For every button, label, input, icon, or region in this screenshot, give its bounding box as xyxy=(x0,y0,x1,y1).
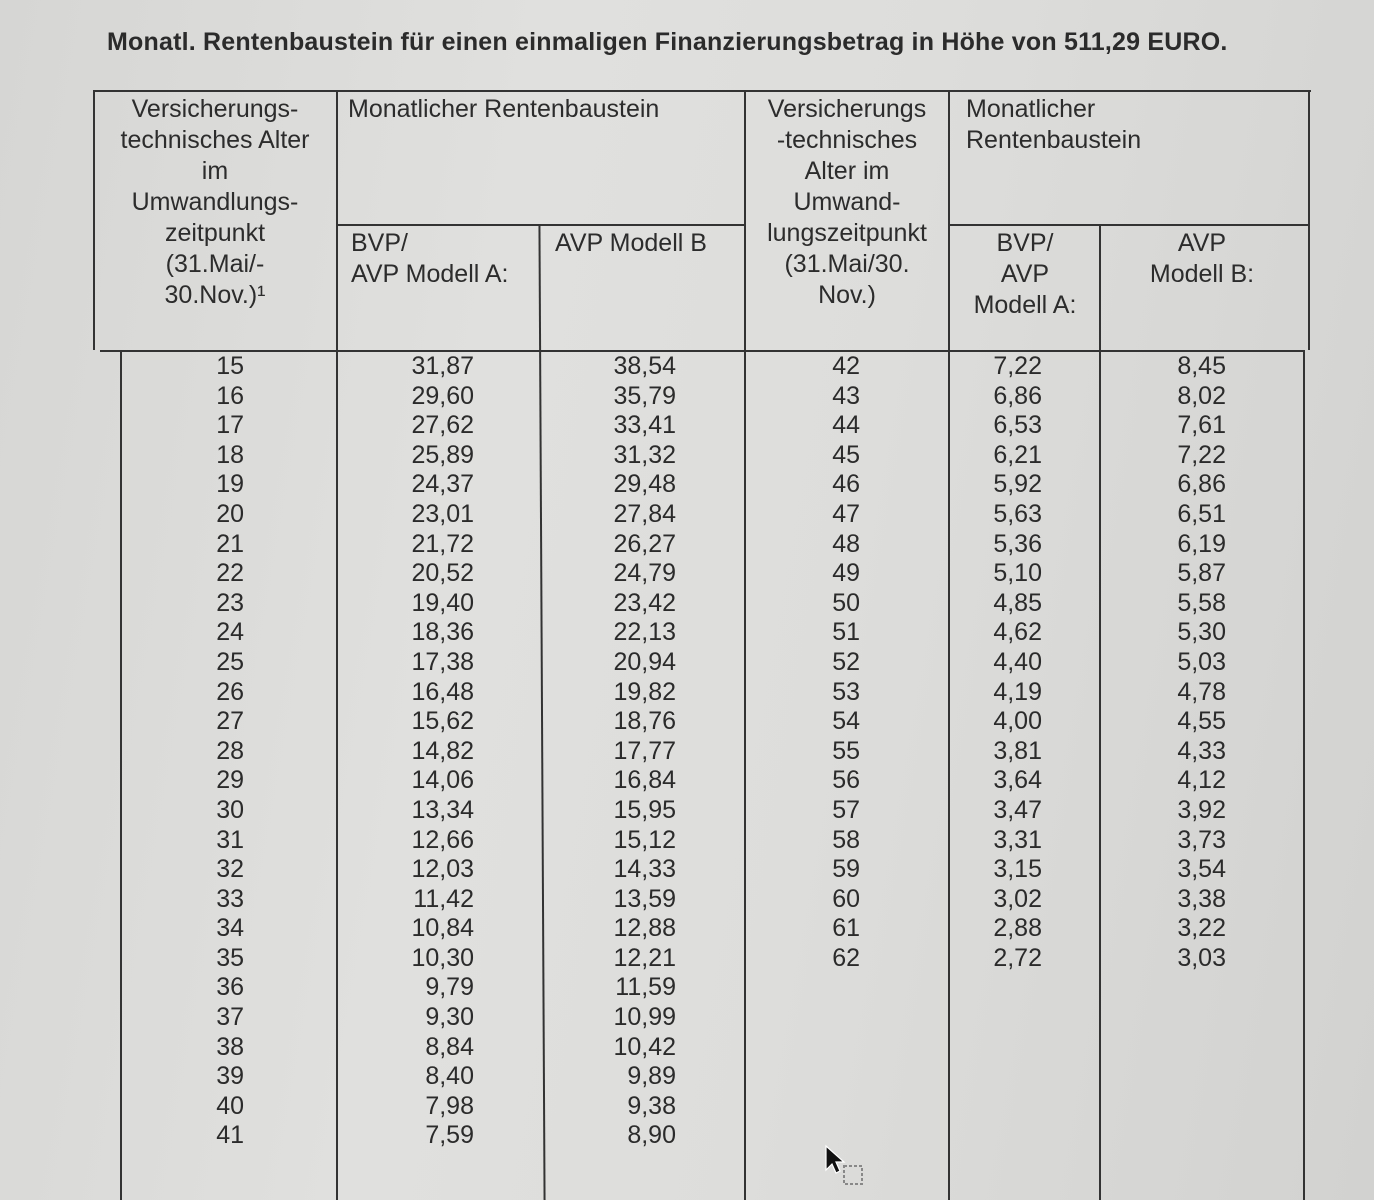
table-cell-age: 43 xyxy=(832,381,860,410)
table-cell-model-a: 4,62 xyxy=(993,618,1042,647)
table-cell-model-b: 15,95 xyxy=(613,795,676,824)
table-cell-model-a: 5,36 xyxy=(993,529,1042,558)
table-cell-age: 28 xyxy=(216,736,244,765)
table-cell-model-b: 18,76 xyxy=(613,707,676,736)
table-cell-model-a: 27,62 xyxy=(411,411,474,440)
column-model-b-right xyxy=(1158,352,1226,973)
header-age-left xyxy=(100,94,330,311)
header-age-left-line: technisches Alter xyxy=(120,126,310,154)
column-model-a-left xyxy=(390,352,474,1151)
table-cell-model-b: 3,54 xyxy=(1177,855,1226,884)
table-cell-age: 33 xyxy=(216,884,244,913)
table-cell-model-b: 6,51 xyxy=(1177,499,1226,528)
table-cell-age: 38 xyxy=(216,1032,244,1061)
table-cell-age: 40 xyxy=(216,1091,244,1120)
table-cell-model-b: 3,38 xyxy=(1177,884,1226,913)
table-cell-age: 59 xyxy=(832,855,860,884)
header-age-right-line: lungszeitpunkt xyxy=(767,219,927,247)
table-left-border-lower xyxy=(120,350,122,1200)
table-cell-model-b: 9,89 xyxy=(627,1062,676,1091)
table-cell-age: 35 xyxy=(216,943,244,972)
table-cell-model-a: 13,34 xyxy=(411,795,474,824)
table-cell-model-b: 10,99 xyxy=(613,1003,676,1032)
table-cell-model-b: 7,61 xyxy=(1177,411,1226,440)
header-monthly-left: Monatlicher Rentenbaustein xyxy=(348,95,660,123)
table-cell-age: 37 xyxy=(216,1003,244,1032)
table-left-border xyxy=(93,90,95,350)
table-cell-model-b: 6,86 xyxy=(1177,470,1226,499)
table-cell-model-a: 14,82 xyxy=(411,736,474,765)
table-cell-model-a: 4,19 xyxy=(993,677,1042,706)
table-cell-model-b: 27,84 xyxy=(613,499,676,528)
column-model-b-left xyxy=(592,352,676,1151)
table-cell-model-a: 19,40 xyxy=(411,588,474,617)
header-model-a-right xyxy=(950,228,1100,321)
table-cell-age: 57 xyxy=(832,795,860,824)
table-cell-age: 27 xyxy=(216,707,244,736)
table-cell-model-a: 4,40 xyxy=(993,647,1042,676)
table-cell-age: 52 xyxy=(832,647,860,676)
table-cell-model-a: 29,60 xyxy=(411,381,474,410)
col-divider-3 xyxy=(744,90,746,1200)
header-age-left-faded-line: zeitpunkt xyxy=(164,219,266,247)
table-cell-model-a: 7,59 xyxy=(425,1121,474,1150)
header-monthly-right-line: Monatlicher xyxy=(966,95,1096,123)
table-cell-model-b: 5,30 xyxy=(1177,618,1226,647)
table-cell-model-a: 3,15 xyxy=(993,855,1042,884)
table-cell-model-b: 5,03 xyxy=(1177,647,1226,676)
table-cell-model-a: 15,62 xyxy=(411,707,474,736)
header-model-b-right xyxy=(1102,228,1302,290)
table-cell-model-b: 9,38 xyxy=(627,1091,676,1120)
table-cell-age: 17 xyxy=(216,411,244,440)
table-cell-age: 55 xyxy=(832,736,860,765)
table-cell-model-a: 6,86 xyxy=(993,381,1042,410)
table-top-border xyxy=(93,90,1311,92)
table-cell-model-b: 7,22 xyxy=(1177,440,1226,469)
table-right-border xyxy=(1308,90,1310,350)
table-cell-age: 60 xyxy=(832,884,860,913)
table-cell-age: 30 xyxy=(216,795,244,824)
table-cell-model-b: 10,42 xyxy=(613,1032,676,1061)
table-cell-age: 45 xyxy=(832,440,860,469)
table-cell-model-b: 13,59 xyxy=(613,884,676,913)
table-cell-model-b: 4,55 xyxy=(1177,707,1226,736)
table-cell-age: 25 xyxy=(216,647,244,676)
table-cell-model-b: 14,33 xyxy=(613,855,676,884)
table-cell-model-b: 31,32 xyxy=(613,440,676,469)
table-cell-model-a: 7,98 xyxy=(425,1091,474,1120)
header-age-right-line: (31.Mai/30. xyxy=(784,250,910,278)
table-cell-age: 56 xyxy=(832,766,860,795)
table-cell-model-a: 3,47 xyxy=(993,795,1042,824)
table-cell-model-a: 8,40 xyxy=(425,1062,474,1091)
header-model-a-right-line: AVP xyxy=(1000,260,1050,288)
table-cell-model-a: 16,48 xyxy=(411,677,474,706)
table-cell-age: 26 xyxy=(216,677,244,706)
col-divider-5 xyxy=(1099,224,1101,1200)
table-cell-model-b: 16,84 xyxy=(613,766,676,795)
column-model-a-right xyxy=(980,352,1042,973)
table-cell-age: 20 xyxy=(216,499,244,528)
table-cell-model-b: 5,87 xyxy=(1177,559,1226,588)
table-cell-age: 15 xyxy=(216,352,244,380)
table-cell-age: 44 xyxy=(832,411,860,440)
table-cell-model-b: 26,27 xyxy=(613,529,676,558)
table-cell-model-a: 2,72 xyxy=(993,943,1042,972)
table-cell-age: 51 xyxy=(832,618,860,647)
table-cell-age: 42 xyxy=(832,352,860,380)
table-cell-model-a: 12,66 xyxy=(411,825,474,854)
table-cell-age: 53 xyxy=(832,677,860,706)
header-age-right-line: Versicherungs xyxy=(767,95,927,123)
header-age-right-line: Umwand- xyxy=(793,188,901,216)
header-age-left-line: im xyxy=(201,157,229,185)
table-cell-model-b: 11,59 xyxy=(615,973,676,1002)
table-cell-model-b: 8,02 xyxy=(1177,381,1226,410)
table-cell-age: 50 xyxy=(832,588,860,617)
table-cell-age: 48 xyxy=(832,529,860,558)
table-cell-model-a: 10,30 xyxy=(411,943,474,972)
header-age-right-line: -technisches xyxy=(776,126,918,154)
table-cell-age: 18 xyxy=(216,440,244,469)
table-cell-model-a: 25,89 xyxy=(411,440,474,469)
table-cell-model-a: 3,31 xyxy=(993,825,1042,854)
table-cell-model-a: 12,03 xyxy=(411,855,474,884)
table-cell-model-b: 12,88 xyxy=(613,914,676,943)
table-cell-model-b: 22,13 xyxy=(613,618,676,647)
table-cell-age: 32 xyxy=(216,855,244,884)
table-cell-model-a: 8,84 xyxy=(425,1032,474,1061)
table-cell-model-a: 17,38 xyxy=(411,647,474,676)
table-cell-model-b: 23,42 xyxy=(613,588,676,617)
header-model-b-left: AVP Modell B xyxy=(555,229,707,257)
table-cell-model-b: 38,54 xyxy=(613,352,676,380)
table-cell-model-b: 17,77 xyxy=(613,736,676,765)
header-model-a-left-line: AVP Modell A: xyxy=(351,260,509,288)
table-cell-age: 34 xyxy=(216,914,244,943)
table-cell-model-a: 23,01 xyxy=(411,499,474,528)
page-title: Monatl. Rentenbaustein für einen einmaligen Finanzierungsbetrag in Höhe von 511,29 EURO. xyxy=(107,28,1228,56)
table-cell-model-a: 6,21 xyxy=(993,440,1042,469)
col-divider-2 xyxy=(538,224,545,1200)
header-age-left-line: Umwandlungs- xyxy=(131,188,299,216)
header-model-a-left-line: BVP/ xyxy=(351,229,408,257)
table-cell-model-a: 18,36 xyxy=(411,618,474,647)
table-cell-model-a: 24,37 xyxy=(411,470,474,499)
table-cell-age: 16 xyxy=(216,381,244,410)
table-cell-model-a: 31,87 xyxy=(411,352,474,380)
header-model-a-left xyxy=(351,228,509,290)
table-cell-model-b: 8,90 xyxy=(627,1121,676,1150)
table-cell-model-b: 5,58 xyxy=(1177,588,1226,617)
table-cell-age: 21 xyxy=(216,529,244,558)
table-cell-model-a: 20,52 xyxy=(411,559,474,588)
table-cell-model-b: 4,33 xyxy=(1177,736,1226,765)
header-model-b-right-line: Modell B: xyxy=(1149,260,1255,288)
table-cell-age: 24 xyxy=(216,618,244,647)
header-age-left-faded-line: (31.Mai/- xyxy=(165,250,265,278)
table-cell-model-b: 3,03 xyxy=(1177,943,1226,972)
table-cell-age: 61 xyxy=(832,914,860,943)
table-cell-age: 41 xyxy=(216,1121,244,1150)
table-cell-model-a: 4,85 xyxy=(993,588,1042,617)
table-cell-age: 36 xyxy=(216,973,244,1002)
table-cell-model-a: 3,81 xyxy=(993,736,1042,765)
table-cell-model-a: 11,42 xyxy=(413,884,474,913)
table-cell-model-b: 4,78 xyxy=(1177,677,1226,706)
table-cell-model-a: 21,72 xyxy=(411,529,474,558)
table-cell-age: 54 xyxy=(832,707,860,736)
table-cell-model-b: 15,12 xyxy=(613,825,676,854)
table-cell-model-b: 20,94 xyxy=(613,647,676,676)
table-cell-age: 29 xyxy=(216,766,244,795)
table-cell-model-a: 7,22 xyxy=(993,352,1042,380)
table-cell-model-b: 6,19 xyxy=(1177,529,1226,558)
column-age-right xyxy=(810,352,860,973)
table-cell-model-a: 3,02 xyxy=(993,884,1042,913)
table-cell-model-b: 4,12 xyxy=(1177,766,1226,795)
table-cell-model-a: 5,10 xyxy=(993,559,1042,588)
table-cell-age: 46 xyxy=(832,470,860,499)
table-cell-model-a: 10,84 xyxy=(411,914,474,943)
header-model-b-right-line: AVP xyxy=(1177,229,1227,257)
table-cell-age: 19 xyxy=(216,470,244,499)
header-age-right-line: Nov.) xyxy=(818,281,876,309)
table-cell-age: 39 xyxy=(216,1062,244,1091)
subheader-divider-right xyxy=(949,224,1308,226)
table-cell-model-a: 3,64 xyxy=(993,766,1042,795)
table-cell-model-a: 14,06 xyxy=(411,766,474,795)
table-right-border-lower xyxy=(1303,350,1305,1200)
header-monthly-right-line: Rentenbaustein xyxy=(966,126,1142,154)
header-age-left-line: Versicherungs- xyxy=(131,95,299,123)
subheader-divider-left xyxy=(336,224,745,226)
table-cell-model-a: 2,88 xyxy=(993,914,1042,943)
table-cell-model-b: 8,45 xyxy=(1177,352,1226,380)
column-age-left xyxy=(180,352,244,1151)
table-cell-model-b: 24,79 xyxy=(613,559,676,588)
table-cell-model-b: 3,22 xyxy=(1177,914,1226,943)
header-model-a-right-line: Modell A: xyxy=(973,291,1077,319)
table-cell-age: 23 xyxy=(216,588,244,617)
table-cell-model-b: 29,48 xyxy=(613,470,676,499)
table-cell-model-a: 6,53 xyxy=(993,411,1042,440)
table-cell-age: 49 xyxy=(832,559,860,588)
header-age-right-line: Alter im xyxy=(804,157,890,185)
table-cell-age: 31 xyxy=(216,825,244,854)
table-cell-model-b: 3,73 xyxy=(1177,825,1226,854)
mouse-pointer-icon xyxy=(824,1144,868,1188)
table-cell-model-b: 3,92 xyxy=(1177,795,1226,824)
table-cell-model-b: 19,82 xyxy=(613,677,676,706)
table-cell-model-a: 5,92 xyxy=(993,470,1042,499)
table-cell-model-b: 33,41 xyxy=(613,411,676,440)
header-bottom-border xyxy=(100,350,1305,352)
table-cell-age: 22 xyxy=(216,559,244,588)
table-cell-model-b: 35,79 xyxy=(613,381,676,410)
col-divider-1 xyxy=(336,90,338,1200)
table-cell-age: 47 xyxy=(832,499,860,528)
table-cell-model-a: 9,30 xyxy=(425,1003,474,1032)
table-cell-model-a: 9,79 xyxy=(425,973,474,1002)
header-monthly-right xyxy=(966,94,1141,156)
header-model-a-right-line: BVP/ xyxy=(996,229,1054,257)
table-cell-model-b: 12,21 xyxy=(613,943,676,972)
table-cell-model-a: 5,63 xyxy=(993,499,1042,528)
header-age-left-faded-line: 30.Nov.)¹ xyxy=(164,281,266,309)
table-cell-model-a: 4,00 xyxy=(993,707,1042,736)
table-cell-age: 62 xyxy=(832,943,860,972)
table-cell-age: 58 xyxy=(832,825,860,854)
header-age-right xyxy=(748,94,946,311)
